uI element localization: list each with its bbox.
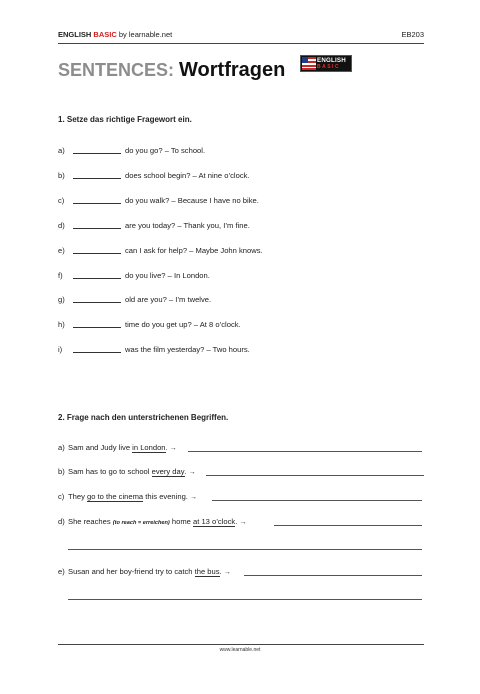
section2-heading: 2. Frage nach den unterstrichenen Begriffen.	[58, 413, 229, 422]
question-item	[58, 517, 246, 528]
item-text: do you live? – In London.	[125, 270, 210, 280]
brand-basic: BASIC	[93, 30, 117, 39]
worksheet-code: EB203	[401, 30, 424, 39]
answer-line-extra[interactable]	[68, 599, 422, 600]
item-text-middle: home	[169, 517, 194, 526]
item-label: e)	[58, 245, 65, 255]
item-text-before: Sam and Judy live	[68, 443, 133, 452]
item-text: are you today? – Thank you, I’m fine.	[125, 220, 250, 230]
fill-in-item	[58, 170, 250, 181]
fill-in-item	[58, 270, 210, 281]
arrow-icon: →	[188, 469, 196, 476]
answer-blank[interactable]	[73, 220, 121, 229]
answer-blank[interactable]	[73, 319, 121, 328]
brand-english: ENGLISH	[58, 30, 94, 39]
item-text: do you walk? – Because I have no bike.	[125, 195, 259, 205]
item-label: a)	[58, 443, 65, 452]
item-label: b)	[58, 467, 65, 476]
item-text: was the film yesterday? – Two hours.	[125, 345, 250, 355]
page-title	[58, 59, 285, 82]
underlined-phrase: the bus	[194, 567, 220, 576]
item-label: c)	[58, 492, 65, 501]
fill-in-item	[58, 344, 250, 355]
brand-suffix: by learnable.net	[116, 30, 173, 39]
fill-in-item	[58, 245, 263, 256]
item-text: can I ask for help? – Maybe John knows.	[125, 245, 263, 255]
fill-in-item	[58, 195, 259, 206]
item-text-before: They	[68, 492, 87, 501]
fill-in-item	[58, 220, 250, 231]
arrow-icon: →	[190, 494, 198, 501]
answer-blank[interactable]	[73, 195, 121, 204]
title-wortfragen: Wortfragen	[179, 59, 286, 81]
logo-line2: BASIC	[317, 64, 341, 70]
item-text: time do you get up? – At 8 o’clock.	[125, 320, 241, 330]
item-label: d)	[58, 220, 65, 230]
answer-blank[interactable]	[73, 344, 121, 353]
arrow-icon: →	[223, 569, 231, 576]
answer-blank[interactable]	[73, 145, 121, 154]
answer-line[interactable]	[274, 525, 422, 526]
item-text-after: .	[219, 567, 222, 576]
section1-heading: 1. Setze das richtige Fragewort ein.	[58, 115, 192, 124]
item-label: e)	[58, 567, 65, 576]
item-text-before: Sam has to go to school	[68, 467, 152, 476]
flag-icon	[302, 57, 316, 70]
arrow-icon: →	[239, 519, 247, 526]
item-text-after: .	[235, 517, 238, 526]
footer-url: www.learnable.net	[219, 647, 261, 653]
english-basic-logo	[300, 55, 352, 72]
answer-blank[interactable]	[73, 270, 121, 279]
item-label: g)	[58, 295, 65, 305]
logo-line1: ENGLISH	[317, 57, 346, 64]
item-text-after: .	[165, 443, 168, 452]
answer-line[interactable]	[212, 500, 422, 501]
item-text-before: She reaches	[68, 517, 113, 526]
item-label: i)	[58, 345, 63, 355]
footer-divider	[58, 644, 424, 645]
item-label: f)	[58, 270, 63, 280]
item-label: c)	[58, 195, 65, 205]
arrow-icon: →	[169, 445, 177, 452]
answer-blank[interactable]	[73, 294, 121, 303]
item-text: does school begin? – At nine o’clock.	[125, 170, 250, 180]
item-text-before: Susan and her boy-friend try to catch	[68, 567, 195, 576]
page-header	[58, 29, 424, 44]
item-label: b)	[58, 170, 65, 180]
answer-line[interactable]	[206, 475, 424, 476]
item-label: d)	[58, 517, 65, 526]
underlined-phrase: in London	[132, 443, 166, 452]
underlined-phrase: go to the cinema	[87, 492, 144, 501]
answer-blank[interactable]	[73, 245, 121, 254]
answer-line-extra[interactable]	[68, 549, 422, 550]
item-text: old are you? – I’m twelve.	[125, 295, 212, 305]
question-item	[58, 443, 177, 454]
item-label: a)	[58, 146, 65, 155]
title-sentences: SENTENCES:	[58, 60, 175, 80]
question-item	[58, 467, 196, 478]
fill-in-item	[58, 145, 205, 156]
item-text-after: .	[184, 467, 187, 476]
item-text-after: this evening.	[143, 492, 188, 501]
answer-line[interactable]	[188, 451, 422, 452]
item-label: h)	[58, 320, 65, 330]
question-item	[58, 567, 231, 578]
answer-line[interactable]	[244, 575, 422, 576]
question-item	[58, 492, 197, 503]
item-text: do you go? – To school.	[125, 146, 206, 155]
fill-in-item	[58, 294, 211, 305]
underlined-phrase: every day	[151, 467, 185, 476]
answer-blank[interactable]	[73, 170, 121, 179]
item-note: (to reach = erreichen)	[112, 520, 170, 526]
underlined-phrase: at 13 o’clock	[193, 517, 236, 526]
fill-in-item	[58, 319, 241, 330]
